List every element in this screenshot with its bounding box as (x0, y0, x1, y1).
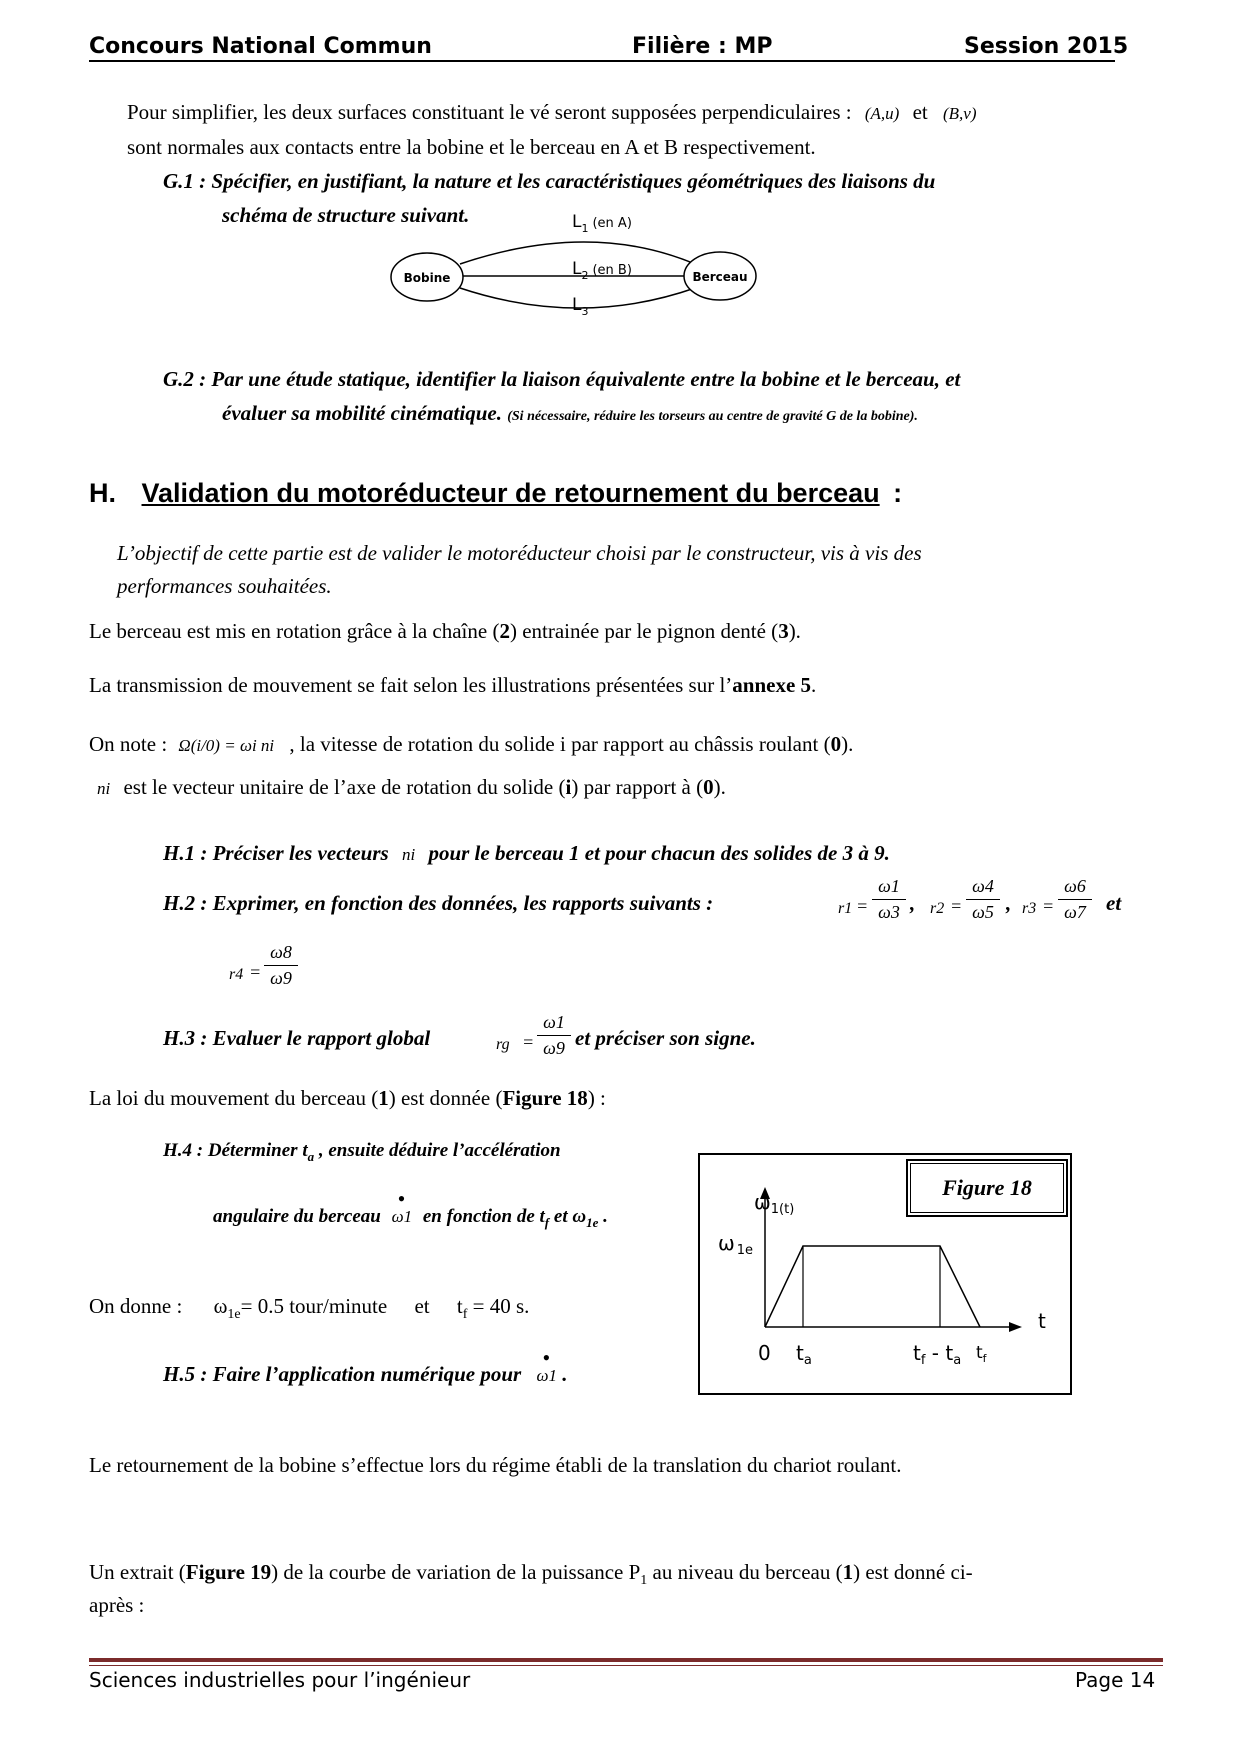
comma-1: , (910, 891, 916, 915)
ratio-rg-eq: = (522, 1032, 535, 1052)
paragraph-transmission: La transmission de mouvement se fait selon les illustrations présentées sur l’annexe 5. (89, 673, 817, 697)
objective-line-1: L’objectif de cette partie est de valider le motoréducteur choisi par le constructeur, vis à vis des (117, 541, 922, 565)
header-divider (89, 60, 1115, 62)
paragraph-figure-19-line2: après : (89, 1593, 145, 1617)
ratio-r2-eq: = (950, 896, 963, 916)
link-l2-label: $L_2$ $^{(en B)}$ (572, 259, 632, 282)
figure-18-title: Figure 18 (910, 1163, 1064, 1213)
ratio-rg-label: rg (496, 1036, 510, 1053)
tick-tf: $t_f$ (976, 1343, 987, 1365)
question-g1-line1: G.1 : Spécifier, en justifiant, la nature et les caractéristiques géométriques des liaisons du (163, 169, 936, 193)
question-h4-line1: H.4 : Déterminer $t_a$ , ensuite déduire l’accélération (163, 1140, 561, 1164)
ratio-r1-label: r1 (838, 900, 853, 917)
math-a-u: (A,u) (864, 104, 900, 123)
structure-diagram (390, 210, 770, 330)
omega-1e-label: ω $_{1e}$ (718, 1231, 754, 1258)
question-g1-line2: schéma de structure suivant. (222, 203, 470, 227)
math-b-v: (B,v) (943, 104, 977, 123)
paragraph-chain: Le berceau est mis en rotation grâce à la chaîne (2) entrainée par le pignon denté (3). (89, 619, 801, 643)
ratio-r1-eq: = (856, 896, 869, 916)
header-filiere: Filière : MP (632, 34, 773, 59)
question-h1: H.1 : Préciser les vecteurs ni pour le berceau 1 et pour chacun des solides de 3 à 9. (163, 841, 890, 865)
math-ni: ni (97, 779, 111, 798)
question-h2: H.2 : Exprimer, en fonction des données, les rapports suivants : (163, 891, 714, 915)
paragraph-figure-19: Un extrait (Figure 19) de la courbe de variation de la puissance $P_1$ au niveau du berceau (1) est donné ci- (89, 1560, 973, 1589)
question-g2-line2: évaluer sa mobilité cinématique. (Si nécessaire, réduire les torseurs au centre de gravité G de la bobine). (222, 401, 918, 425)
ratio-r4-eq: = (249, 962, 262, 982)
link-l3-label: $L_3$ (572, 295, 589, 318)
ratio-r2-fraction: ω4 ω5 (966, 876, 1000, 923)
footer-divider-thin (89, 1665, 1163, 1666)
ratio-r2-label: r2 (930, 900, 945, 917)
tick-ta: $t_a$ (796, 1341, 812, 1368)
question-h3-a: H.3 : Evaluer le rapport global (163, 1026, 431, 1050)
ratio-r4-label: r4 (229, 966, 244, 983)
tick-tf-ta: $t_f - t_a$ (913, 1341, 962, 1368)
given-data: On donne : $\omega_{1e}= 0.5$ tour/minute et $t_f = 40$ s. (89, 1294, 530, 1323)
link-l1-label: $L_1$ $^{(en A)}$ (572, 212, 632, 235)
question-h3-b: et préciser son signe. (575, 1026, 756, 1050)
velocity-profile (765, 1246, 980, 1327)
node-berceau-label: Berceau (692, 270, 748, 284)
paragraph-notation: On note : Ω(i/0) = ωi ni , la vitesse de rotation du solide i par rapport au châssis roulant (0). (89, 732, 854, 756)
paragraph-unit-vector: ni est le vecteur unitaire de l’axe de rotation du solide (i) par rapport à (0). (97, 775, 726, 799)
question-g2-line1: G.2 : Par une étude statique, identifier la liaison équivalente entre la bobine et le berceau, et (163, 367, 961, 391)
ratio-rg-fraction: ω1 ω9 (537, 1012, 571, 1059)
question-g2-note: (Si nécessaire, réduire les torseurs au centre de gravité G de la bobine). (507, 409, 918, 424)
footer-page-number: Page 14 (1075, 1668, 1156, 1692)
section-h-title: Validation du motoréducteur de retournement du berceau (141, 478, 880, 508)
y-axis-label: $\omega_{1(t)}$ (754, 1190, 795, 1217)
header-session: Session 2015 (964, 34, 1129, 59)
figure-18-frame (698, 1153, 1072, 1395)
tick-0: 0 (758, 1341, 771, 1365)
question-h4-line2: angulaire du berceau • ω1 en fonction de $t_f$ et $\omega_{1e}$ . (213, 1186, 608, 1230)
footer-subject: Sciences industrielles pour l’ingénieur (89, 1668, 471, 1692)
objective-line-2: performances souhaitées. (117, 574, 332, 598)
comma-2: , (1006, 891, 1012, 915)
footer-divider-thick (89, 1658, 1163, 1662)
node-bobine-label: Bobine (403, 271, 451, 285)
paragraph-motion-law: La loi du mouvement du berceau (1) est donnée (Figure 18) : (89, 1086, 606, 1110)
ratio-r4-fraction: ω8 ω9 (264, 942, 298, 989)
x-axis-label: t (1038, 1309, 1046, 1333)
omega-dot-h4: • ω1 (391, 1186, 413, 1226)
section-h-heading: H. Validation du motoréducteur de retournement du berceau : (89, 478, 903, 508)
intro-line-2: sont normales aux contacts entre la bobine et le berceau en A et B respectivement. (127, 135, 816, 159)
math-omega-vector: Ω(i/0) = ωi ni (178, 736, 275, 755)
header-title: Concours National Commun (89, 34, 432, 59)
ratio-r3-label: r3 (1022, 900, 1037, 917)
question-h5: H.5 : Faire l’application numérique pour • ω1 . (163, 1345, 568, 1386)
ratio-r3-eq: = (1042, 896, 1055, 916)
paragraph-retournement: Le retournement de la bobine s’effectue lors du régime établi de la translation du chariot roulant. (89, 1453, 902, 1477)
omega-dot-h5: • ω1 (536, 1345, 557, 1385)
figure-18-plot (700, 1155, 1070, 1393)
intro-line-1: Pour simplifier, les deux surfaces constituant le vé seront supposées perpendiculaires : (A,u) et (B,v) (127, 100, 977, 124)
ratio-r1-fraction: ω1 ω3 (872, 876, 906, 923)
math-ni-h1: ni (401, 845, 416, 864)
ratio-r3-fraction: ω6 ω7 (1058, 876, 1092, 923)
question-h2-et: et (1106, 891, 1122, 915)
